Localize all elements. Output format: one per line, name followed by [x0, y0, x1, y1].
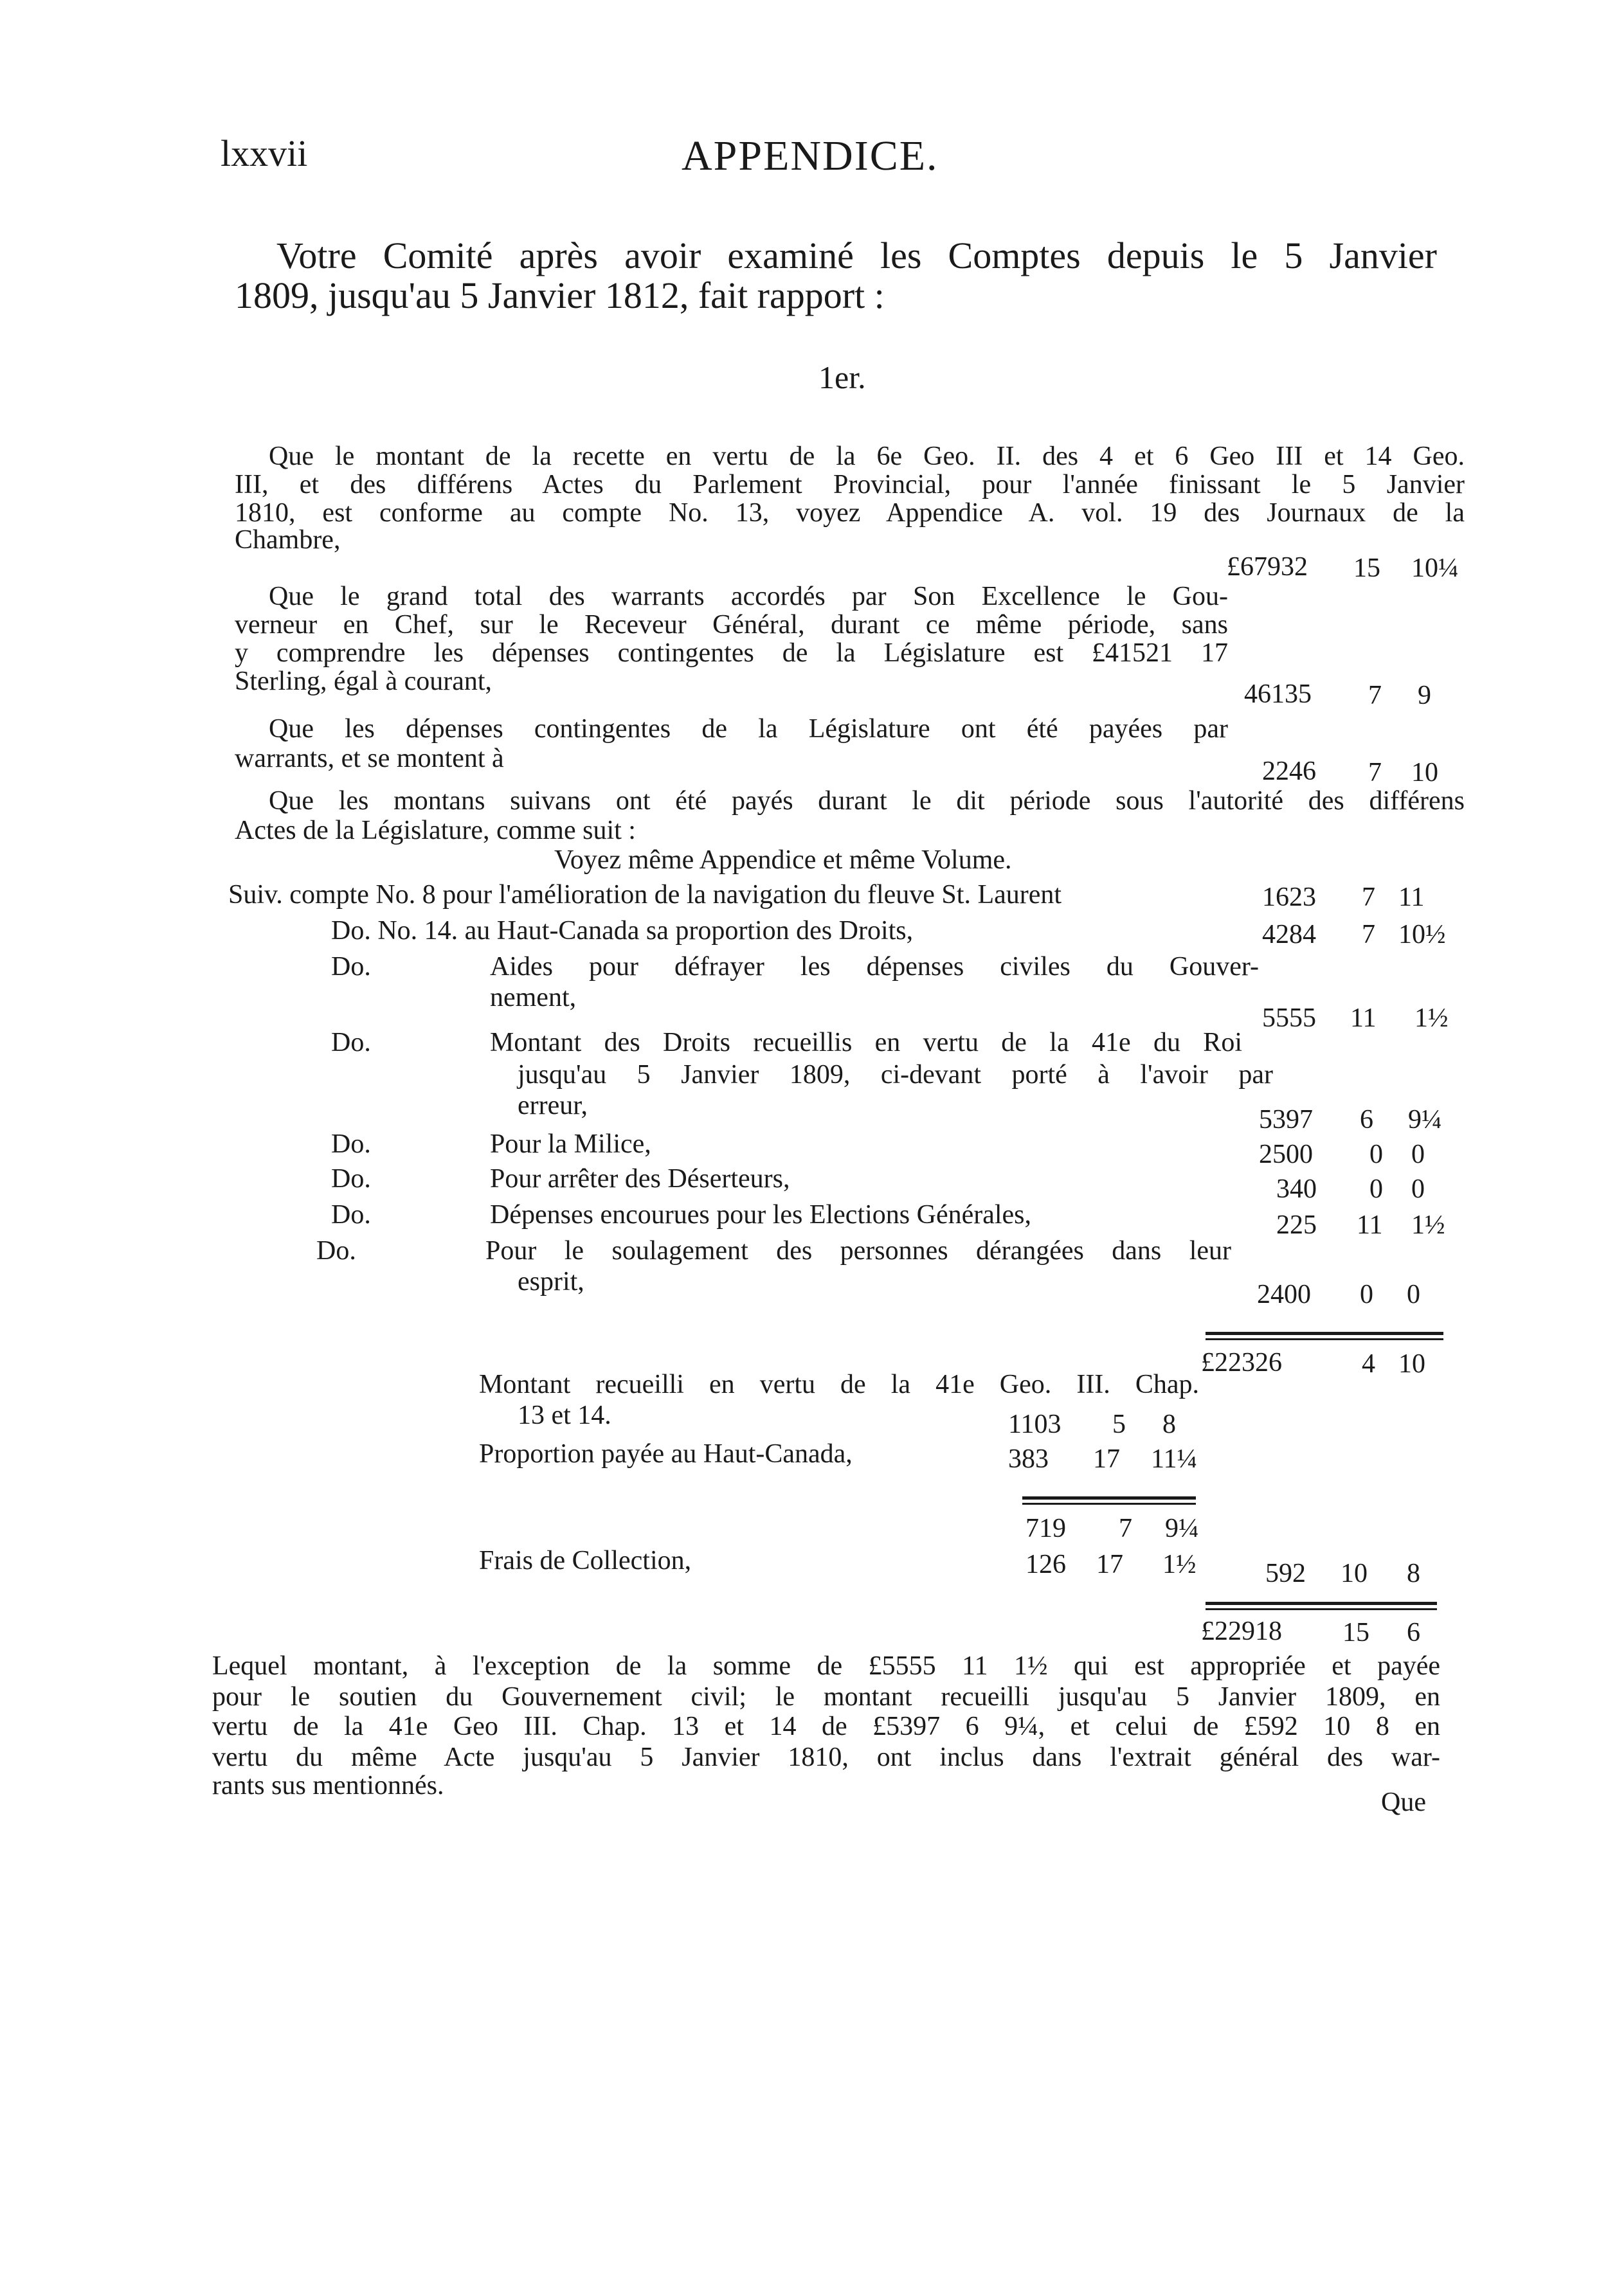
para3-pence: 10 [1411, 758, 1438, 787]
para2-pence: 9 [1418, 681, 1431, 710]
net-pence: 9¼ [1165, 1514, 1199, 1543]
para3-pounds: 2246 [1262, 757, 1316, 786]
item-4-pence: 9¼ [1408, 1105, 1442, 1135]
item-7-pounds: 225 [1276, 1210, 1317, 1240]
para2-pounds: 46135 [1244, 679, 1312, 709]
item-8-label: Do. [316, 1236, 356, 1266]
para1-line-1: Que le montant de la recette en vertu de la 6e Geo. II. des 4 et 6 Geo III et 14 Geo. [269, 442, 1465, 471]
item-4-shillings: 6 [1360, 1105, 1373, 1135]
grand-total-rule-lower [1206, 1608, 1437, 1610]
intro-line-1: Votre Comité après avoir examiné les Comptes depuis le 5 Janvier [276, 235, 1437, 276]
item-4-pounds: 5397 [1259, 1105, 1313, 1135]
item-8-pence: 0 [1407, 1280, 1420, 1309]
para2-line-3: y comprendre les dépenses contingentes de la Législature est £41521 17 [235, 638, 1228, 668]
net-total-pence: 8 [1407, 1559, 1420, 1588]
item-4-line-1: Montant des Droits recueillis en vertu de la 41e du Roi [490, 1028, 1242, 1057]
para2-line-2: verneur en Chef, sur le Receveur Général, durant ce même période, sans [235, 610, 1228, 640]
closing-line-1: Lequel montant, à l'exception de la somme de £5555 11 1½ qui est appropriée et payée [212, 1651, 1440, 1681]
collection-rule [1022, 1496, 1196, 1500]
item-8-line-1: Pour le soulagement des personnes dérangées dans leur [485, 1236, 1231, 1266]
para1-pounds: £67932 [1227, 552, 1308, 582]
para4-line-1: Que les montans suivans ont été payés durant le dit période sous l'autorité des différens [269, 786, 1465, 816]
para3-line-2: warrants, et se montent à [235, 744, 504, 773]
proportion-pounds: 383 [1008, 1444, 1049, 1474]
subtotal-shillings: 4 [1362, 1349, 1375, 1379]
net-total-shillings: 10 [1341, 1559, 1368, 1588]
item-6-text: Pour arrêter des Déserteurs, [490, 1164, 790, 1194]
item-3-shillings: 11 [1350, 1003, 1377, 1033]
item-3-line-1: Aides pour défrayer les dépenses civiles du Gouver- [490, 952, 1259, 982]
frais-pounds: 126 [1025, 1550, 1066, 1579]
para3-shillings: 7 [1368, 758, 1382, 787]
items-total-rule-lower [1206, 1338, 1443, 1340]
item-8-pounds: 2400 [1257, 1280, 1311, 1309]
item-5-pence: 0 [1411, 1140, 1425, 1169]
grand-total-rule [1206, 1602, 1437, 1605]
intro-line-2: 1809, jusqu'au 5 Janvier 1812, fait rapport : [235, 274, 885, 316]
item-6-pounds: 340 [1276, 1174, 1317, 1204]
para4-line-2: Actes de la Législature, comme suit : [235, 816, 636, 845]
para1-shillings: 15 [1353, 553, 1380, 583]
item-4-line-2: jusqu'au 5 Janvier 1809, ci-devant porté à l'avoir par [518, 1060, 1273, 1090]
para2-shillings: 7 [1368, 681, 1382, 710]
montant-line-1: Montant recueilli en vertu de la 41e Geo. III. Chap. [479, 1370, 1199, 1399]
item-1-pounds: 1623 [1262, 883, 1316, 912]
item-5-text: Pour la Milice, [490, 1129, 651, 1159]
grand-total-pounds: £22918 [1201, 1617, 1282, 1646]
item-7-shillings: 11 [1357, 1210, 1383, 1240]
montant-line-2: 13 et 14. [518, 1401, 611, 1430]
item-1-shillings: 7 [1362, 883, 1375, 912]
net-total-pounds: 592 [1265, 1559, 1306, 1588]
item-7-text: Dépenses encourues pour les Elections Générales, [490, 1200, 1032, 1230]
para3-line-1: Que les dépenses contingentes de la Législature ont été payées par [269, 714, 1228, 744]
montant-shillings: 5 [1112, 1410, 1126, 1439]
item-3-line-2: nement, [490, 983, 577, 1012]
frais-pence: 1½ [1162, 1550, 1197, 1579]
item-6-pence: 0 [1411, 1174, 1425, 1204]
item-8-shillings: 0 [1360, 1280, 1373, 1309]
collection-rule-lower [1022, 1503, 1196, 1505]
item-7-pence: 1½ [1411, 1210, 1445, 1240]
item-5-pounds: 2500 [1259, 1140, 1313, 1169]
item-2-pounds: 4284 [1262, 920, 1316, 949]
section-heading: 1er. [818, 359, 866, 395]
closing-line-5: rants sus mentionnés. [212, 1771, 444, 1800]
item-2-pence: 10½ [1398, 920, 1446, 949]
item-4-line-3: erreur, [518, 1091, 588, 1120]
item-1-pence: 11 [1398, 883, 1425, 912]
proportion-label: Proportion payée au Haut-Canada, [479, 1439, 853, 1469]
item-7-label: Do. [331, 1200, 371, 1230]
para4-note: Voyez même Appendice et même Volume. [554, 845, 1012, 875]
para1-pence: 10¼ [1411, 553, 1459, 583]
frais-shillings: 17 [1096, 1550, 1123, 1579]
item-3-pounds: 5555 [1262, 1003, 1316, 1033]
subtotal-pounds: £22326 [1201, 1348, 1282, 1377]
catchword: Que [1381, 1788, 1426, 1817]
item-6-shillings: 0 [1369, 1174, 1383, 1204]
net-shillings: 7 [1119, 1514, 1132, 1543]
proportion-pence: 11¼ [1151, 1444, 1197, 1474]
closing-line-2: pour le soutien du Gouvernement civil; le montant recueilli jusqu'au 5 Janvier 1809, en [212, 1682, 1440, 1712]
item-3-label: Do. [331, 952, 371, 982]
item-5-label: Do. [331, 1129, 371, 1159]
closing-line-4: vertu du même Acte jusqu'au 5 Janvier 1810, ont inclus dans l'extrait général des war- [212, 1743, 1440, 1772]
para1-line-4: Chambre, [235, 525, 341, 555]
montant-pounds: 1103 [1008, 1410, 1061, 1439]
item-2-shillings: 7 [1362, 920, 1375, 949]
item-4-label: Do. [331, 1028, 371, 1057]
item-3-pence: 1½ [1414, 1003, 1449, 1033]
page-title: APPENDICE. [682, 132, 939, 179]
item-6-label: Do. [331, 1164, 371, 1194]
grand-total-shillings: 15 [1342, 1618, 1369, 1647]
proportion-shillings: 17 [1093, 1444, 1120, 1474]
page-number: lxxvii [221, 132, 308, 174]
net-pounds: 719 [1025, 1514, 1066, 1543]
subtotal-pence: 10 [1398, 1349, 1425, 1379]
item-2-text: Do. No. 14. au Haut-Canada sa proportion des Droits, [331, 916, 914, 946]
para2-line-1: Que le grand total des warrants accordés par Son Excellence le Gou- [269, 582, 1228, 611]
montant-pence: 8 [1162, 1410, 1176, 1439]
frais-label: Frais de Collection, [479, 1546, 692, 1575]
item-8-line-2: esprit, [518, 1267, 584, 1296]
item-5-shillings: 0 [1369, 1140, 1383, 1169]
para1-line-2: III, et des différens Actes du Parlement Provincial, pour l'année finissant le 5 Janvier [235, 470, 1465, 499]
grand-total-pence: 6 [1407, 1618, 1420, 1647]
item-1-text: Suiv. compte No. 8 pour l'amélioration de la navigation du fleuve St. Laurent [228, 880, 1062, 910]
para1-line-3: 1810, est conforme au compte No. 13, voyez Appendice A. vol. 19 des Journaux de la [235, 498, 1465, 528]
items-total-rule [1206, 1332, 1443, 1335]
para2-line-4: Sterling, égal à courant, [235, 667, 492, 696]
closing-line-3: vertu de la 41e Geo III. Chap. 13 et 14 de £5397 6 9¼, et celui de £592 10 8 en [212, 1712, 1440, 1741]
